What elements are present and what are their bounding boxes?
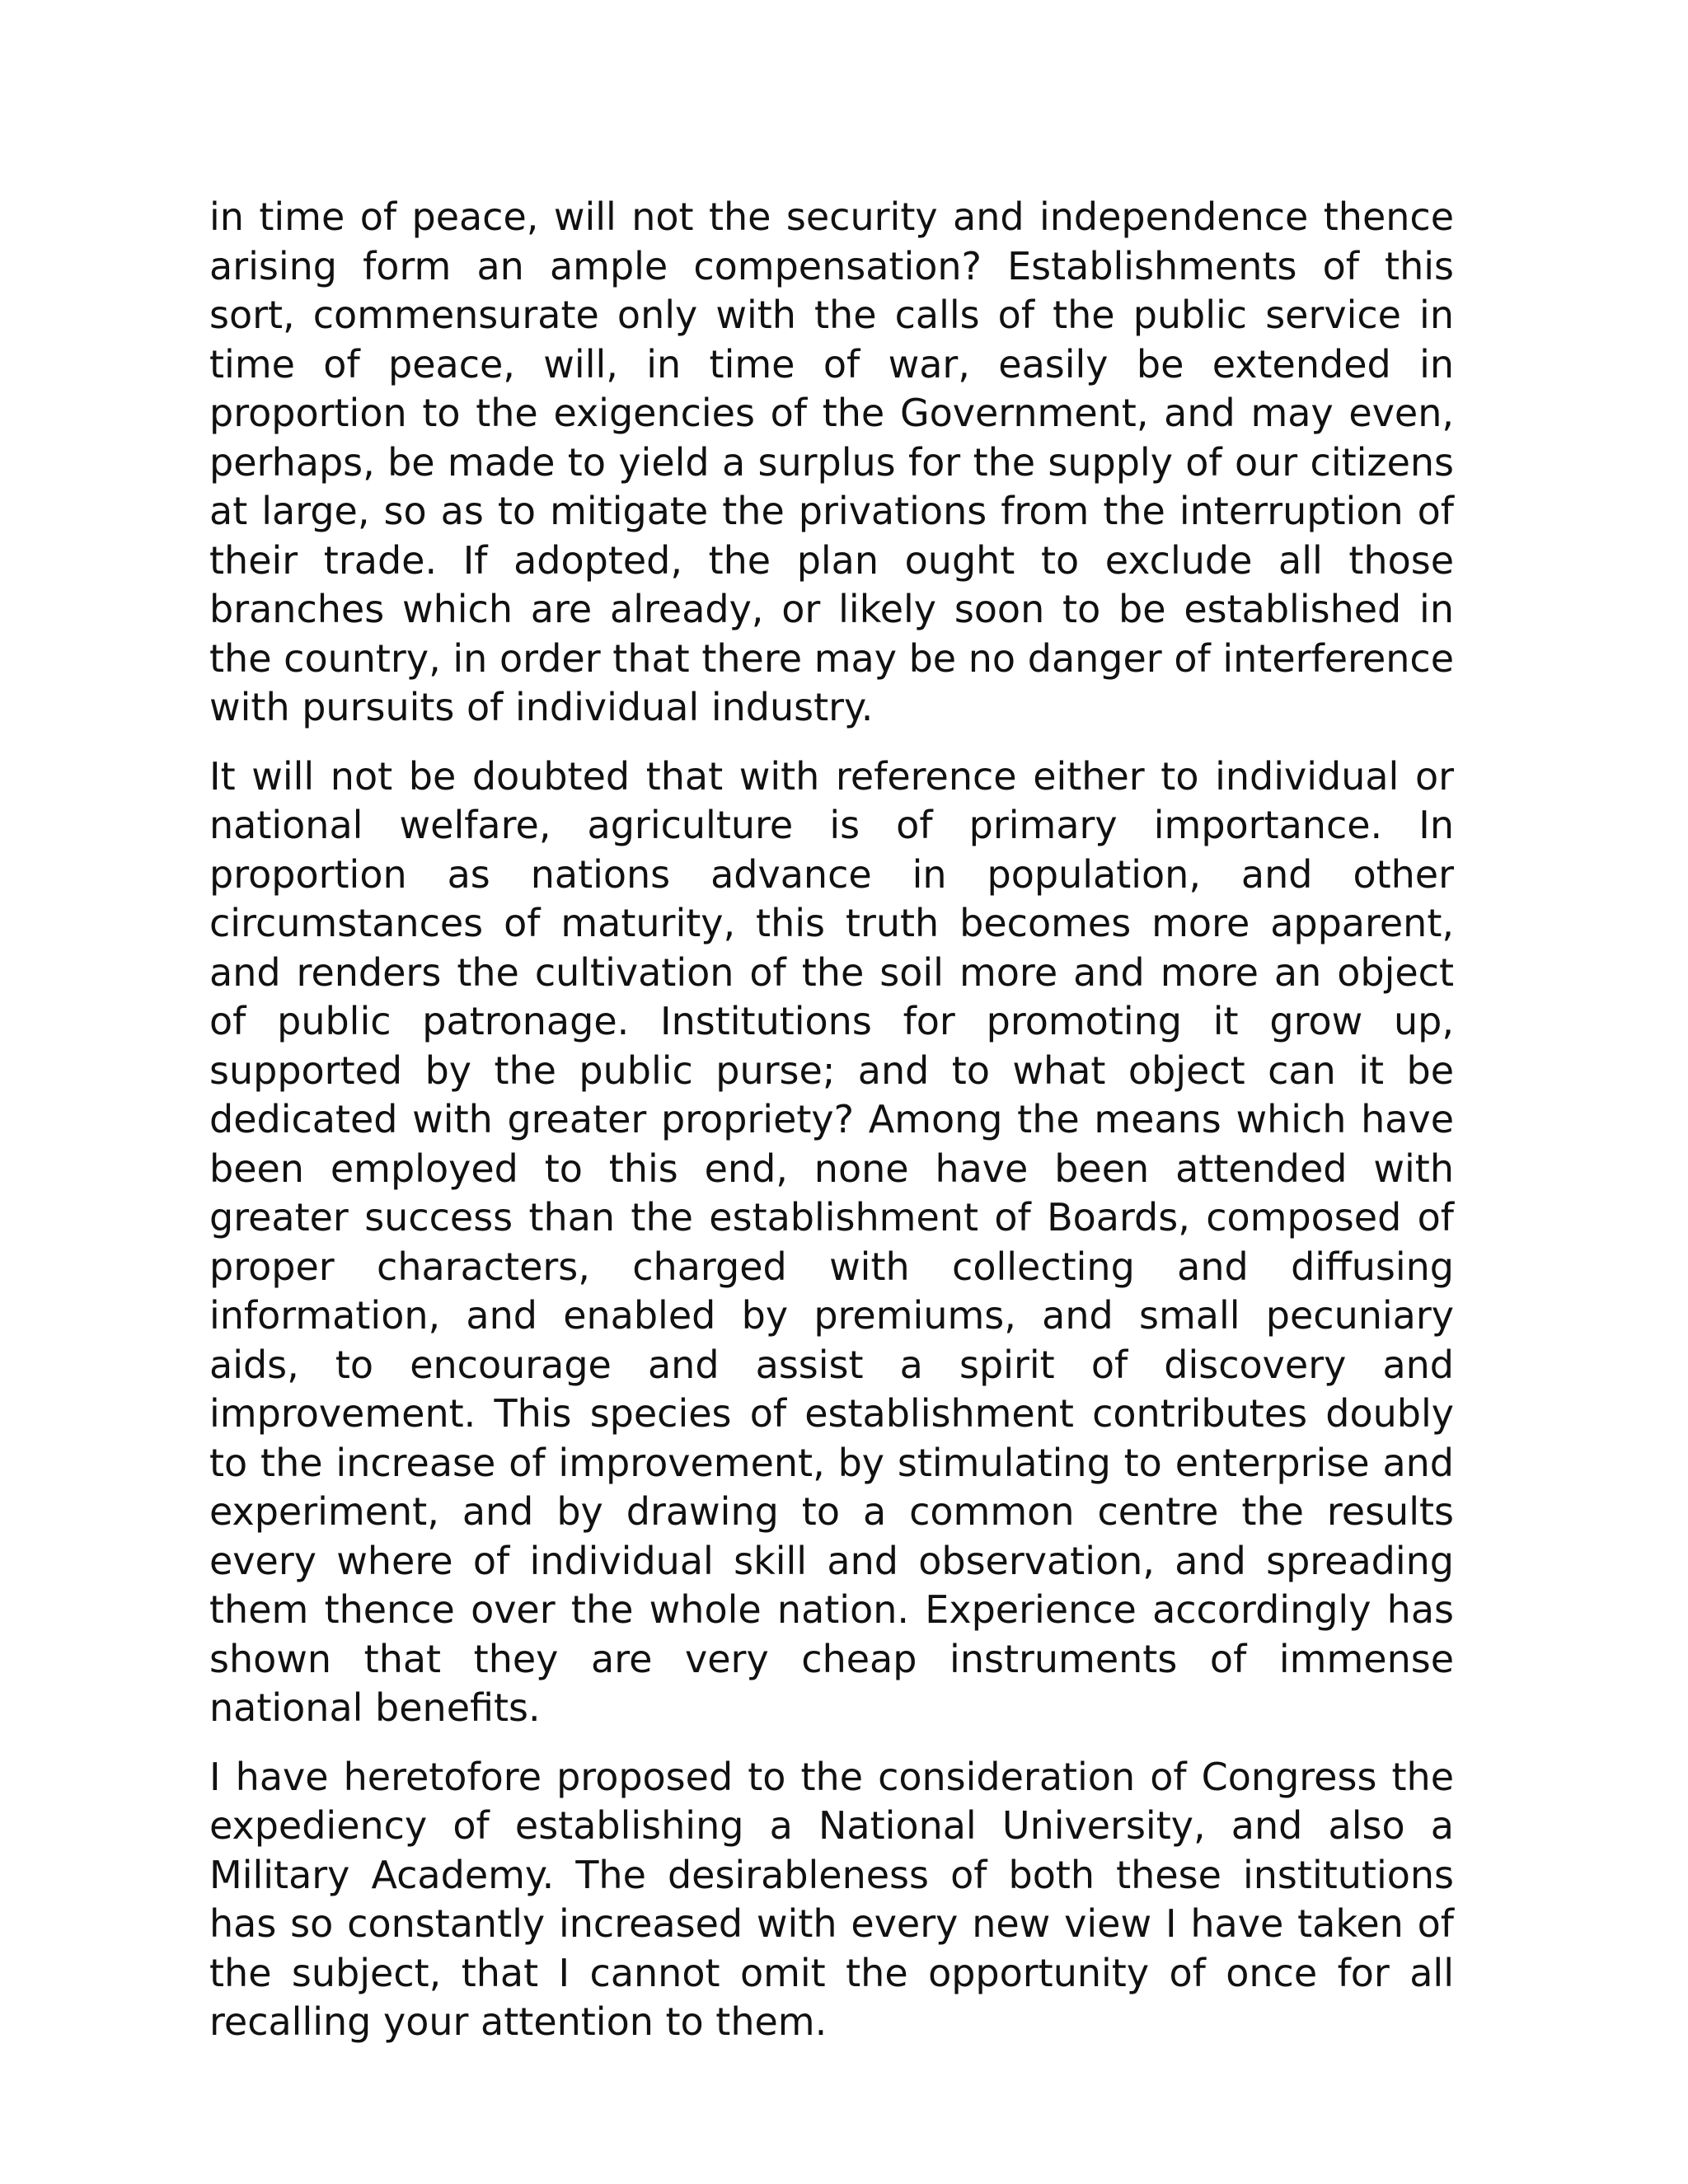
- document-page: [209, 193, 1454, 2067]
- paragraph-peace-establishments: in time of peace, will not the security and independence thence arising form an ample compensation? Establishments of this sort, commensurate only with the calls of the public service in time of peace, will, in time of war, easily be extended in proportion to the exigencies of the Government, and may even, perhaps, be made to yield a surplus for the supply of our citizens at large, so as to mitigate the privations from the interruption of their trade. If adopted, the plan ought to exclude all those branches which are already, or likely soon to be established in the country, in order that there may be no danger of interference with pursuits of individual industry.: [209, 194, 1454, 729]
- paragraph-agriculture: It will not be doubted that with reference either to individual or national welfare, agriculture is of primary importance. In proportion as nations advance in population, and other circumstances of maturity, this truth becomes more apparent, and renders the cultivation of the soil more and more an object of public patronage. Institutions for promoting it grow up, supported by the public purse; and to what object can it be dedicated with greater propriety? Among the means which have been employed to this end, none have been attended with greater success than the establishment of Boards, composed of proper characters, charged with collecting and diffusing information, and enabled by premiums, and small pecuniary aids, to encourage and assist a spirit of discovery and improvement. This species of establishment contributes doubly to the increase of improvement, by stimulating to enterprise and experiment, and by drawing to a common centre the results every where of individual skill and observation, and spreading them thence over the whole nation. Experience accordingly has shown that they are very cheap instruments of immense national benefits.: [209, 753, 1454, 1730]
- paragraph-national-university: I have heretofore proposed to the consideration of Congress the expediency of establishing a National University, and also a Military Academy. The desirableness of both these institutions has so constantly increased with every new view I have taken of the subject, that I cannot omit the opportunity of once for all recalling your attention to them.: [209, 1754, 1454, 2044]
